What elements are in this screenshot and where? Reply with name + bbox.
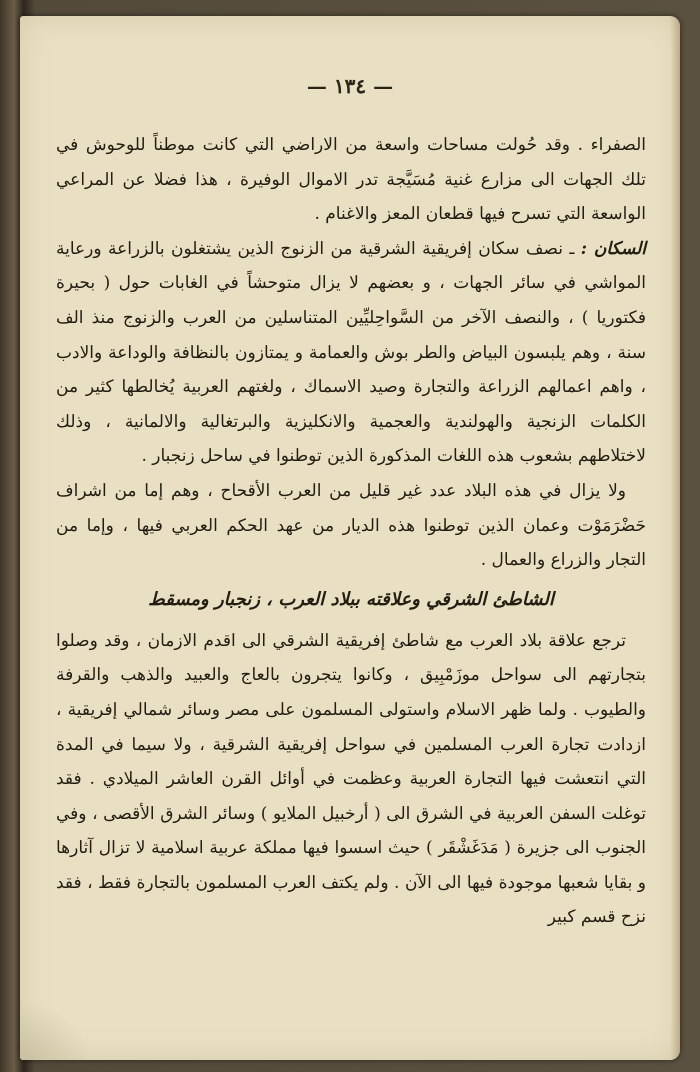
paragraph-1: الصفراء . وقد حُولت مساحات واسعة من الاراضي التي كانت موطناً للوحوش في تلك الجهات الى مزارع غنية مُسَيَّجة تدر الاموال الوفيرة ، هذا فضلا عن المراعي الواسعة التي تسرح فيها قطعان المعز والاغنام . <box>56 135 646 225</box>
body-text <box>56 128 646 935</box>
paragraph-3: ولا يزال في هذه البلاد عدد غير قليل من العرب الأقحاح ، وهم إما من اشراف حَضْرَمَوْت وعمان الذين توطنوا هذه الديار من عهد الحكم العربي فيها ، وإما من التجار والزراع والعمال . <box>56 480 646 571</box>
page-number: — ١٣٤ — <box>306 74 394 98</box>
page-sheet <box>20 16 680 1060</box>
section-heading: الشاطئ الشرقي وعلاقته ببلاد العرب ، زنجبار ومسقط <box>148 588 554 610</box>
paragraph-4: ترجع علاقة بلاد العرب مع شاطئ إفريقية الشرقي الى اقدم الازمان ، وقد وصلوا بتجارتهم الى سواحل موزَمْبِيق ، وكانوا يتجرون بالعاج والعبيد والذهب والقرفة والطيوب . ولما ظهر الاسلام واستولى المسلمون على مصر وسائر شمالي إفريقية ، ازدادت تجارة العرب المسلمين في سواحل إفريقية الشرقية ، ولا سيما في المدة التي انتعشت فيها التجارة العربية وعظمت في أوائل القرن العاشر الميلادي . فقد توغلت السفن العربية في الشرق الى ( أرخبيل الملايو ) وسائر الشرق الأقصى ، وفي الجنوب الى جزيرة ( مَدَغَشْقَر ) حيث اسسوا فيها مملكة عربية اسلامية لا تزال آثارها و بقايا شعبها موجودة فيها الى الآن . ولم يكتف العرب المسلمون بالتجارة فقط ، فقد نزح قسم كبير <box>56 630 646 928</box>
page-corner-wear <box>20 1000 90 1060</box>
paragraph-2-text: ـ نصف سكان إفريقية الشرقية من الزنوج الذين يشتغلون بالزراعة ورعاية المواشي في سائر الجهات ، و بعضهم لا يزال متوحشاً في الغابات حول ( بحيرة فكتوريا ) ، والنصف الآخر من السَّواحِليِّين المتناسلين من العرب والزنوج منذ الف سنة ، وهم يلبسون البياض والطر بوش والعمامة و يمتازون بالنظافة والوداعة والادب ، واهم اعمالهم الزراعة والتجارة وصيد الاسماك ، ولغتهم العربية يُخالطها كثير من الكلمات الزنجية والهولندية والعجمية والانكليزية والبرتغالية والالمانية ، وذلك لاختلاطهم بشعوب هذه اللغات المذكورة الذين توطنوا في ساحل زنجبار . <box>56 238 646 467</box>
section-lead-population: السكان : <box>580 238 646 259</box>
paragraph-2 <box>56 232 646 474</box>
page-edge-shadow <box>670 16 680 1060</box>
